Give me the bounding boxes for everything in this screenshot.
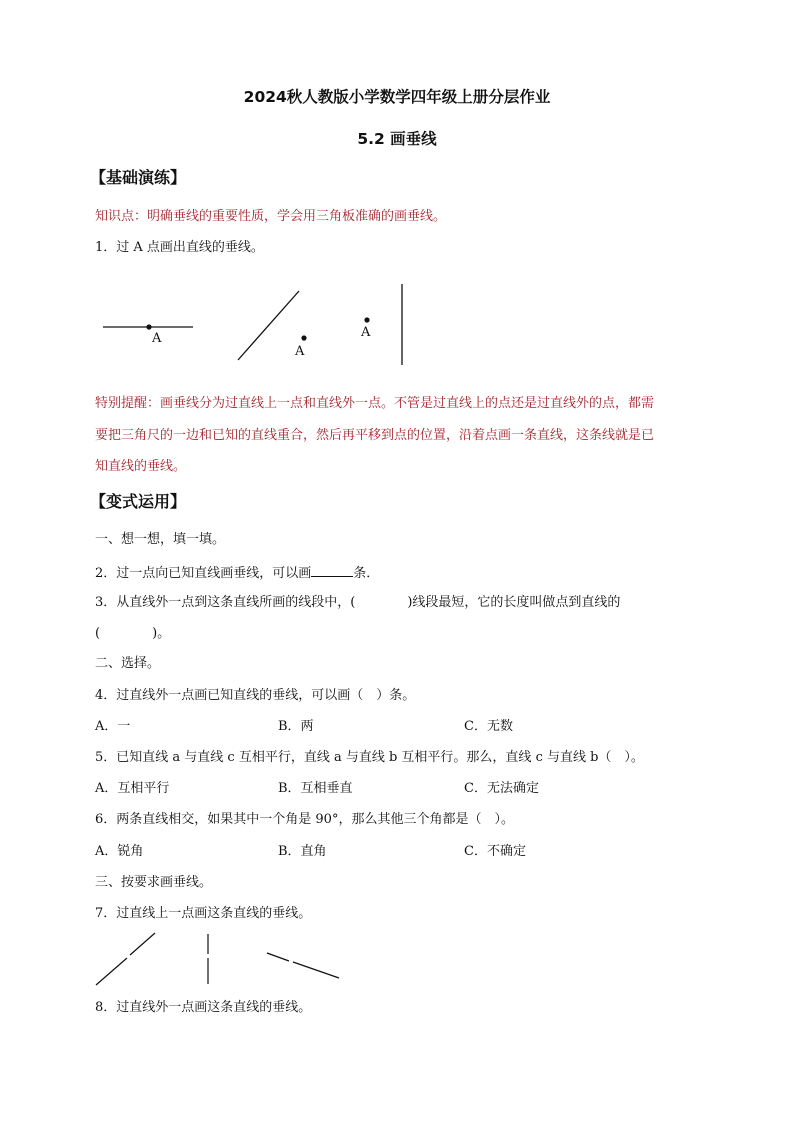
q7-diagonal-line-seg-2 (130, 933, 155, 955)
q1-label-a-2: A (295, 344, 305, 359)
q1-point-outside-diagonal (301, 335, 306, 340)
tip-line-2: 要把三角尺的一边和已知的直线重合，然后再平移到点的位置，沿着点画一条直线，这条线就是已 (95, 428, 655, 443)
q7-slanted-line-seg-1 (267, 953, 289, 961)
q1-label-a-3: A (361, 325, 371, 340)
answer-blank[interactable] (311, 564, 353, 577)
tip-line-3: 知直线的垂线。 (95, 459, 187, 474)
q1-figure (0, 270, 794, 390)
section-heading-basic: 【基础演练】 (90, 168, 187, 187)
question-6: 6．两条直线相交，如果其中一个角是 90°，那么其他三个角都是（ ）。 (95, 812, 514, 827)
question-2 (95, 564, 379, 582)
question-4: 4．过直线外一点画已知直线的垂线，可以画（ ）条。 (95, 688, 416, 703)
part-3-heading: 三、按要求画垂线。 (95, 875, 213, 890)
question-3-line-2: ( )。 (95, 626, 171, 641)
question-7: 7．过直线上一点画这条直线的垂线。 (95, 906, 312, 921)
section-heading-variant: 【变式运用】 (90, 492, 187, 511)
part-1-heading: 一、想一想，填一填。 (95, 532, 226, 547)
q5-option-b[interactable]: B．互相垂直 (278, 781, 353, 796)
q5-option-c[interactable]: C．无法确定 (464, 781, 539, 796)
question-1: 1．过 A 点画出直线的垂线。 (95, 240, 264, 255)
knowledge-point: 知识点：明确垂线的重要性质，学会用三角板准确的画垂线。 (95, 209, 447, 224)
page-title: 2024秋人教版小学数学四年级上册分层作业 (243, 88, 551, 106)
question-3-line-1: 3．从直线外一点到这条直线所画的线段中，( )线段最短，它的长度叫做点到直线的 (95, 595, 621, 610)
q7-diagonal-line-seg-1 (96, 958, 127, 985)
page-subtitle: 5.2 画垂线 (357, 130, 437, 148)
q6-option-b[interactable]: B．直角 (278, 844, 327, 859)
q6-option-c[interactable]: C．不确定 (464, 844, 526, 859)
q4-option-a[interactable]: A．一 (95, 719, 131, 734)
q5-option-a[interactable]: A．互相平行 (95, 781, 170, 796)
question-8: 8．过直线外一点画这条直线的垂线。 (95, 1000, 312, 1015)
question-2-text-b: 条． (353, 566, 380, 581)
q1-diagonal-line (238, 291, 299, 360)
q1-point-on-line (146, 324, 151, 329)
q4-option-b[interactable]: B．两 (278, 719, 314, 734)
question-5: 5．已知直线 a 与直线 c 互相平行，直线 a 与直线 b 互相平行。那么，直线 c 与直线 b（ ）。 (95, 750, 644, 765)
q1-point-outside-vertical (364, 317, 369, 322)
q1-label-a-1: A (152, 331, 162, 346)
tip-line-1: 特别提醒：画垂线分为过直线上一点和直线外一点。不管是过直线上的点还是过直线外的点，都需 (95, 396, 655, 411)
q7-slanted-line-seg-2 (293, 962, 339, 978)
part-2-heading: 二、选择。 (95, 656, 161, 671)
q7-figure (0, 925, 794, 995)
q6-option-a[interactable]: A．锐角 (95, 844, 144, 859)
question-2-text-a: 2．过一点向已知直线画垂线，可以画 (95, 566, 312, 581)
q4-option-c[interactable]: C．无数 (464, 719, 513, 734)
